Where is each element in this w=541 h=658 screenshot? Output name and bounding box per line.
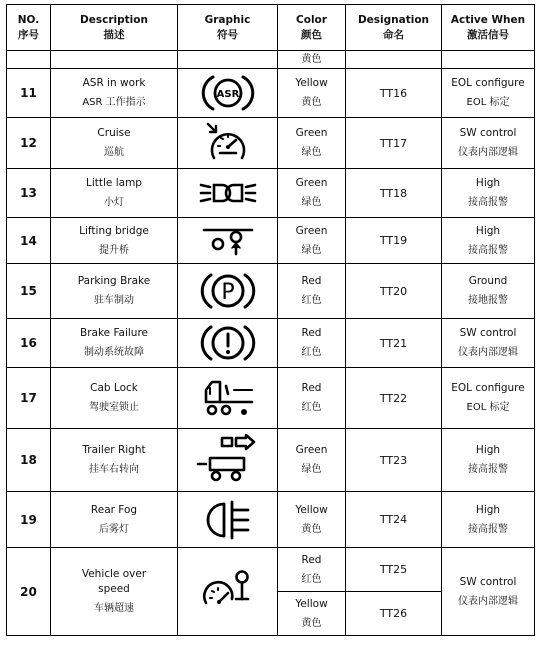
row-description: Little lamp 小灯 (51, 169, 178, 218)
row-description: Parking Brake 驻车制动 (51, 264, 178, 319)
row-designation: TT25 (346, 548, 442, 592)
row-description: Cruise 巡航 (51, 118, 178, 169)
row-description: Rear Fog 后雾灯 (51, 492, 178, 548)
table-row (7, 218, 535, 264)
row-active-when: EOL configure EOL 标定 (442, 368, 535, 429)
row-color: Green 绿色 (278, 118, 346, 169)
header-graphic: Graphic 符号 (178, 5, 278, 51)
row-designation: TT20 (346, 264, 442, 319)
parking-brake-icon (178, 264, 278, 319)
brake-failure-icon (178, 319, 278, 368)
table-row (7, 548, 535, 592)
row-number: 16 (7, 319, 51, 368)
row-number: 19 (7, 492, 51, 548)
carry-over-color: 黄色 (278, 51, 346, 69)
row-active-when: SW control 仪表内部逻辑 (442, 548, 535, 636)
row-number: 20 (7, 548, 51, 636)
row-description: Brake Failure 制动系统故障 (51, 319, 178, 368)
row-designation: TT23 (346, 429, 442, 492)
row-designation: TT16 (346, 69, 442, 118)
row-number: 12 (7, 118, 51, 169)
row-number: 15 (7, 264, 51, 319)
header-no: NO. 序号 (7, 5, 51, 51)
row-color: Red 红色 (278, 264, 346, 319)
row-color: Green 绿色 (278, 169, 346, 218)
svg-text:P: P (220, 280, 235, 305)
table-row (7, 319, 535, 368)
row-active-when: High 接高报警 (442, 218, 535, 264)
row-number: 17 (7, 368, 51, 429)
indicator-table (6, 4, 535, 636)
row-active-when: High 接高报警 (442, 492, 535, 548)
table-row (7, 492, 535, 548)
asr-icon (178, 69, 278, 118)
table-row (7, 368, 535, 429)
lifting-bridge-icon (178, 218, 278, 264)
row-active-when: EOL configure EOL 标定 (442, 69, 535, 118)
row-description: Vehicle over speed 车辆超速 (51, 548, 178, 636)
row-active-when: High 接高报警 (442, 429, 535, 492)
row-designation: TT22 (346, 368, 442, 429)
cab-lock-icon (178, 368, 278, 429)
trailer-right-icon (178, 429, 278, 492)
row-number: 14 (7, 218, 51, 264)
table-row (7, 118, 535, 169)
row-number: 11 (7, 69, 51, 118)
table-row (7, 69, 535, 118)
row-color: Yellow 黄色 (278, 592, 346, 636)
row-description: ASR in work ASR 工作指示 (51, 69, 178, 118)
carry-over-row (7, 51, 535, 69)
header-row (7, 5, 535, 51)
row-description: Cab Lock 驾驶室锁止 (51, 368, 178, 429)
svg-text:ASR: ASR (216, 89, 239, 100)
row-color: Green 绿色 (278, 218, 346, 264)
row-designation: TT26 (346, 592, 442, 636)
cruise-icon (178, 118, 278, 169)
header-designation: Designation 命名 (346, 5, 442, 51)
overspeed-icon (178, 548, 278, 636)
row-color: Green 绿色 (278, 429, 346, 492)
row-color: Red 红色 (278, 319, 346, 368)
row-designation: TT17 (346, 118, 442, 169)
header-description: Description 描述 (51, 5, 178, 51)
row-designation: TT21 (346, 319, 442, 368)
header-color: Color 颜色 (278, 5, 346, 51)
header-active-when: Active When 激活信号 (442, 5, 535, 51)
row-color: Yellow 黄色 (278, 69, 346, 118)
row-active-when: High 接高报警 (442, 169, 535, 218)
row-active-when: Ground 接地报警 (442, 264, 535, 319)
row-number: 18 (7, 429, 51, 492)
row-designation: TT19 (346, 218, 442, 264)
row-designation: TT18 (346, 169, 442, 218)
row-description: Trailer Right 挂车右转向 (51, 429, 178, 492)
table-row (7, 429, 535, 492)
row-color: Red 红色 (278, 548, 346, 592)
table-row (7, 169, 535, 218)
row-number: 13 (7, 169, 51, 218)
row-color: Yellow 黄色 (278, 492, 346, 548)
table-row (7, 264, 535, 319)
rear-fog-icon (178, 492, 278, 548)
row-designation: TT24 (346, 492, 442, 548)
little-lamp-icon (178, 169, 278, 218)
row-active-when: SW control 仪表内部逻辑 (442, 319, 535, 368)
row-color: Red 红色 (278, 368, 346, 429)
row-active-when: SW control 仪表内部逻辑 (442, 118, 535, 169)
row-description: Lifting bridge 提升桥 (51, 218, 178, 264)
